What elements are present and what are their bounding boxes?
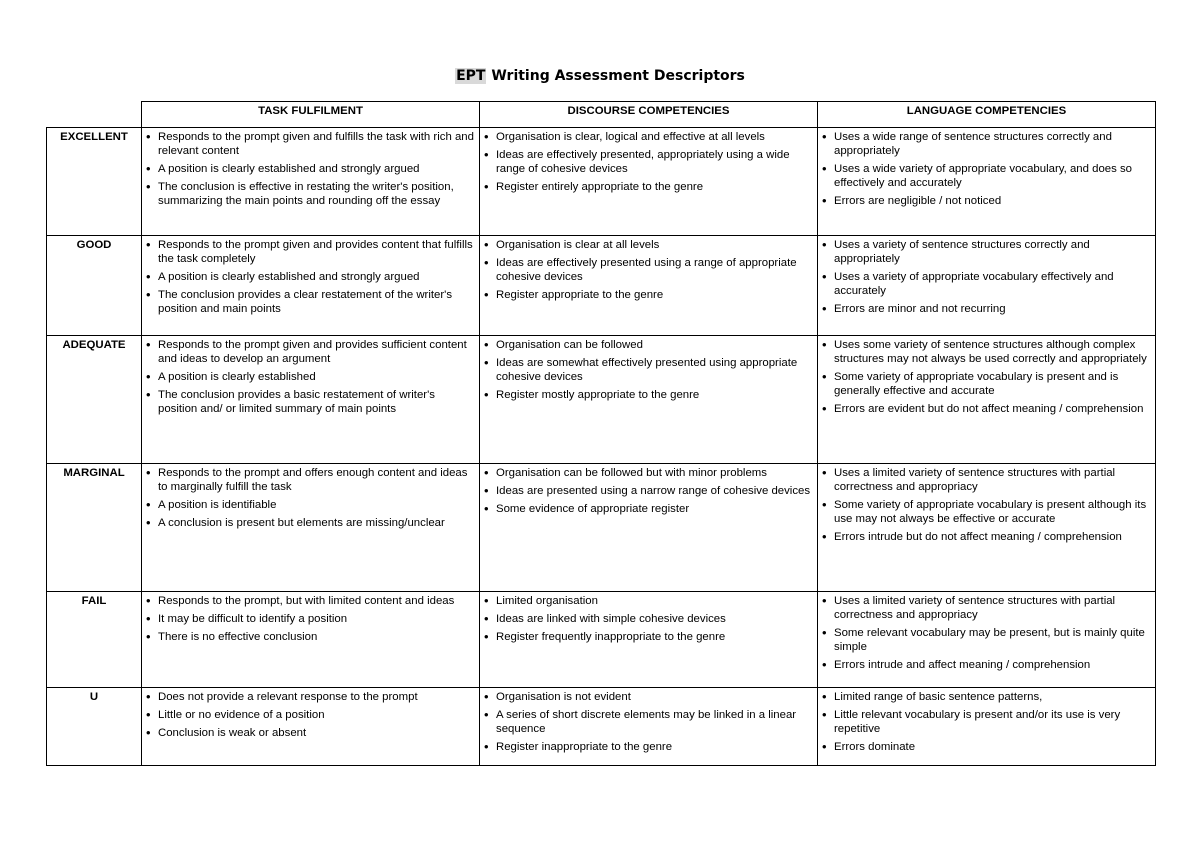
language-cell: [818, 336, 1156, 464]
language-cell: [818, 128, 1156, 236]
task-cell: [142, 236, 480, 336]
descriptor-item: • Responds to the prompt given and fulfills the task with rich and relevant content: [145, 130, 476, 158]
descriptor-list: [821, 594, 1152, 672]
table-row: [47, 128, 1156, 236]
descriptor-item: • Limited range of basic sentence patterns,: [821, 690, 1152, 704]
header-language-competencies: LANGUAGE COMPETENCIES: [818, 102, 1156, 128]
rubric-body: [47, 128, 1156, 766]
descriptor-item: • Ideas are presented using a narrow range of cohesive devices: [483, 484, 814, 498]
descriptor-item: • Some variety of appropriate vocabulary is present although its use may not always be effective or accurate: [821, 498, 1152, 526]
descriptor-item: • Organisation is not evident: [483, 690, 814, 704]
descriptor-list: [145, 594, 476, 644]
descriptor-item: • Register entirely appropriate to the genre: [483, 180, 814, 194]
discourse-cell: [480, 128, 818, 236]
descriptor-item: • Some relevant vocabulary may be present, but is mainly quite simple: [821, 626, 1152, 654]
descriptor-item: • A position is identifiable: [145, 498, 476, 512]
table-row: [47, 688, 1156, 766]
descriptor-item: • Errors intrude but do not affect meaning / comprehension: [821, 530, 1152, 544]
descriptor-item: • Organisation can be followed: [483, 338, 814, 352]
header-task-fulfilment: TASK FULFILMENT: [142, 102, 480, 128]
descriptor-list: [821, 130, 1152, 208]
descriptor-list: [145, 130, 476, 208]
descriptor-item: • Errors are negligible / not noticed: [821, 194, 1152, 208]
task-cell: [142, 592, 480, 688]
task-cell: [142, 688, 480, 766]
descriptor-list: [483, 130, 814, 194]
descriptor-item: • Organisation is clear at all levels: [483, 238, 814, 252]
header-discourse-competencies: DISCOURSE COMPETENCIES: [480, 102, 818, 128]
descriptor-item: • A position is clearly established: [145, 370, 476, 384]
level-label: ADEQUATE: [47, 336, 142, 464]
discourse-cell: [480, 592, 818, 688]
task-cell: [142, 128, 480, 236]
descriptor-item: • Does not provide a relevant response to the prompt: [145, 690, 476, 704]
descriptor-item: • The conclusion provides a clear restatement of the writer's position and main points: [145, 288, 476, 316]
descriptor-item: • Errors dominate: [821, 740, 1152, 754]
descriptor-item: • The conclusion provides a basic restatement of writer's position and/ or limited summary of main points: [145, 388, 476, 416]
descriptor-item: • Uses a variety of appropriate vocabulary effectively and accurately: [821, 270, 1152, 298]
level-label: MARGINAL: [47, 464, 142, 592]
language-cell: [818, 464, 1156, 592]
descriptor-item: • Responds to the prompt, but with limited content and ideas: [145, 594, 476, 608]
discourse-cell: [480, 688, 818, 766]
descriptor-item: • Some variety of appropriate vocabulary is present and is generally effective and accurate: [821, 370, 1152, 398]
descriptor-item: • Organisation is clear, logical and effective at all levels: [483, 130, 814, 144]
descriptor-item: • Ideas are somewhat effectively presented using appropriate cohesive devices: [483, 356, 814, 384]
descriptor-list: [483, 466, 814, 516]
descriptor-item: • A conclusion is present but elements are missing/unclear: [145, 516, 476, 530]
descriptor-item: • Conclusion is weak or absent: [145, 726, 476, 740]
descriptor-item: • Some evidence of appropriate register: [483, 502, 814, 516]
title-highlight: EPT: [456, 68, 486, 84]
descriptor-item: • Uses a wide range of sentence structures correctly and appropriately: [821, 130, 1152, 158]
descriptor-item: • Responds to the prompt given and provides content that fulfills the task completely: [145, 238, 476, 266]
table-row: [47, 236, 1156, 336]
descriptor-item: • Register frequently inappropriate to the genre: [483, 630, 814, 644]
descriptor-item: • Register mostly appropriate to the genre: [483, 388, 814, 402]
descriptor-item: • Ideas are effectively presented, appropriately using a wide range of cohesive devices: [483, 148, 814, 176]
discourse-cell: [480, 464, 818, 592]
descriptor-item: • There is no effective conclusion: [145, 630, 476, 644]
descriptor-list: [145, 238, 476, 316]
descriptor-item: • Little or no evidence of a position: [145, 708, 476, 722]
descriptor-item: • Register appropriate to the genre: [483, 288, 814, 302]
descriptor-list: [821, 466, 1152, 544]
language-cell: [818, 688, 1156, 766]
header-blank-cell: [47, 102, 142, 128]
descriptor-item: • Little relevant vocabulary is present and/or its use is very repetitive: [821, 708, 1152, 736]
descriptor-item: • Responds to the prompt and offers enough content and ideas to marginally fulfill the task: [145, 466, 476, 494]
descriptor-item: • The conclusion is effective in restating the writer's position, summarizing the main points and rounding off the essay: [145, 180, 476, 208]
discourse-cell: [480, 236, 818, 336]
descriptor-item: • A position is clearly established and strongly argued: [145, 162, 476, 176]
table-row: [47, 464, 1156, 592]
descriptor-list: [821, 338, 1152, 416]
descriptor-list: [821, 690, 1152, 754]
descriptor-item: • Uses a limited variety of sentence structures with partial correctness and appropriacy: [821, 594, 1152, 622]
task-cell: [142, 464, 480, 592]
descriptor-item: • Uses a variety of sentence structures correctly and appropriately: [821, 238, 1152, 266]
descriptor-list: [483, 338, 814, 402]
discourse-cell: [480, 336, 818, 464]
page-title: [0, 68, 1200, 84]
descriptor-item: • Errors are minor and not recurring: [821, 302, 1152, 316]
descriptor-item: • A position is clearly established and strongly argued: [145, 270, 476, 284]
header-row: [47, 102, 1156, 128]
language-cell: [818, 236, 1156, 336]
level-label: GOOD: [47, 236, 142, 336]
level-label: U: [47, 688, 142, 766]
task-cell: [142, 336, 480, 464]
language-cell: [818, 592, 1156, 688]
descriptor-item: • Ideas are effectively presented using a range of appropriate cohesive devices: [483, 256, 814, 284]
descriptor-list: [483, 690, 814, 754]
descriptor-item: • A series of short discrete elements may be linked in a linear sequence: [483, 708, 814, 736]
descriptor-list: [821, 238, 1152, 316]
descriptor-list: [483, 238, 814, 302]
assessment-rubric-table: [46, 101, 1156, 766]
descriptor-item: • Uses a limited variety of sentence structures with partial correctness and appropriacy: [821, 466, 1152, 494]
descriptor-item: • Uses some variety of sentence structures although complex structures may not always be used correctly and appropriately: [821, 338, 1152, 366]
descriptor-item: • It may be difficult to identify a position: [145, 612, 476, 626]
descriptor-list: [145, 466, 476, 530]
descriptor-list: [145, 690, 476, 740]
descriptor-item: • Uses a wide variety of appropriate vocabulary, and does so effectively and accurately: [821, 162, 1152, 190]
title-rest: Writing Assessment Descriptors: [486, 68, 745, 84]
descriptor-list: [145, 338, 476, 416]
descriptor-item: • Errors are evident but do not affect meaning / comprehension: [821, 402, 1152, 416]
level-label: EXCELLENT: [47, 128, 142, 236]
descriptor-item: • Errors intrude and affect meaning / comprehension: [821, 658, 1152, 672]
descriptor-item: • Ideas are linked with simple cohesive devices: [483, 612, 814, 626]
descriptor-list: [483, 594, 814, 644]
descriptor-item: • Limited organisation: [483, 594, 814, 608]
table-row: [47, 336, 1156, 464]
descriptor-item: • Register inappropriate to the genre: [483, 740, 814, 754]
table-row: [47, 592, 1156, 688]
descriptor-item: • Organisation can be followed but with minor problems: [483, 466, 814, 480]
descriptor-item: • Responds to the prompt given and provides sufficient content and ideas to develop an argument: [145, 338, 476, 366]
level-label: FAIL: [47, 592, 142, 688]
